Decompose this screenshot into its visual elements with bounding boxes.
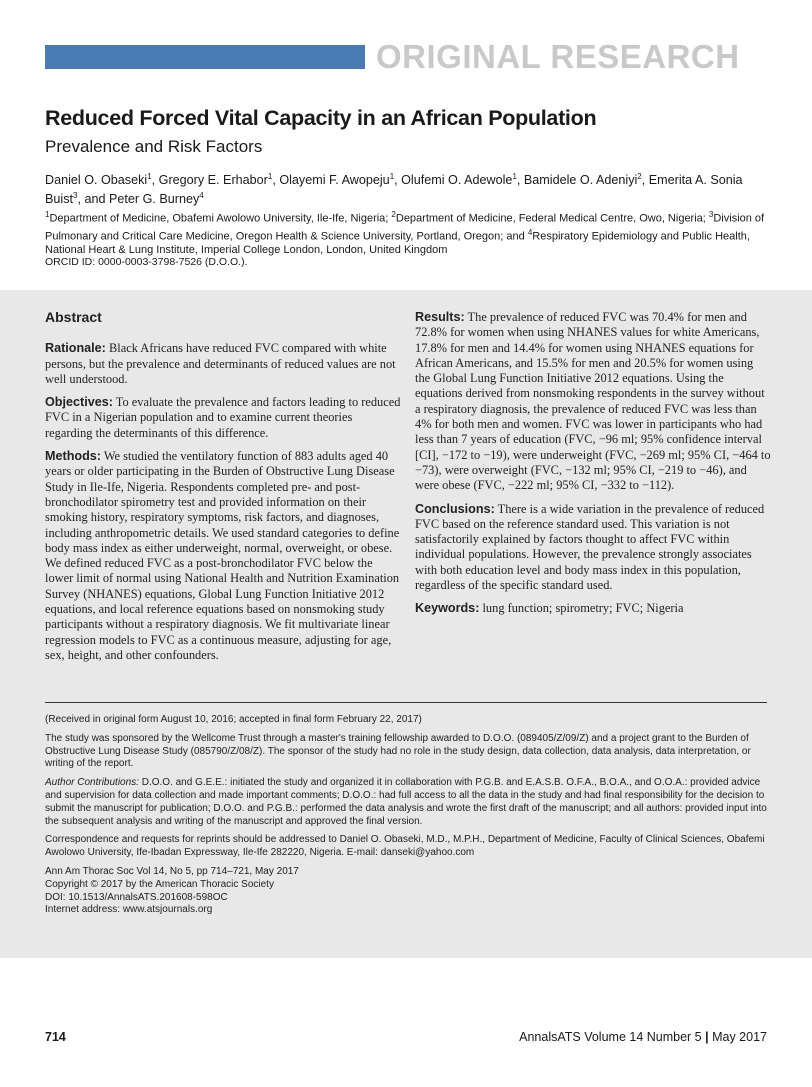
affiliations bbox=[45, 208, 775, 258]
abstract-objectives bbox=[45, 395, 401, 441]
abstract-left-column bbox=[45, 310, 401, 671]
header-color-bar bbox=[45, 45, 365, 69]
conclusions-text: There is a wide variation in the prevalence of reduced FVC based on the reference standard used. This variation is not satisfactorily explained by factors thought to affect FVC within individual populations. However, the prevalence strongly associates with both education level and body mass index in this population, regardless of the specific standard used. bbox=[415, 501, 765, 593]
page-number: 714 bbox=[45, 1030, 66, 1044]
author-name: Olayemi F. Awopeju bbox=[279, 173, 390, 188]
abstract-methods bbox=[45, 449, 401, 663]
affiliation-text: Respiratory Epidemiology and Public Health, National Heart & Lung Institute, Imperial College London, London, United Kingdom bbox=[45, 230, 750, 257]
funding-note: The study was sponsored by the Wellcome Trust through a master's training fellowship awarded to D.O.O. (089405/Z/09/Z) and a project grant to the Burden of Obstructive Lung Disease Study (085790/Z/08/Z). The sponsor of the study had no role in the study design, data collection, data analysis, data interpretation, or writing of the report. bbox=[45, 732, 751, 770]
author-name: Bamidele O. Adeniyi bbox=[523, 173, 638, 188]
author-name: Gregory E. Erhabor bbox=[158, 173, 268, 188]
footer-separator: | bbox=[701, 1030, 713, 1044]
author-affiliation-mark: 1 bbox=[389, 172, 395, 181]
contributions-note bbox=[45, 777, 770, 828]
abstract-keywords bbox=[415, 601, 771, 616]
abstract-rationale bbox=[45, 341, 401, 387]
contributions-text: D.O.O. and G.E.E.: initiated the study and organized it in collaboration with P.G.B. and E.A.S.B. O.F.A., B.O.A., and O.O.A.: provided advice and supervision for data collection and made important comments; D.O.O.: had full access to all the data in the study and had final responsibility for the decision to submit the manuscript for publication; D.O.O. and P.G.B.: performed the data analysis and wrote the first draft of the manuscript; and all authors: provided input into the subsequent analysis and writing of the manuscript and approved the final version. bbox=[45, 777, 767, 827]
divider bbox=[45, 702, 767, 703]
affiliation-text: Division of Pulmonary and Critical Care Medicine, Oregon Health & Science University, Portland, Oregon; and bbox=[45, 212, 765, 243]
orcid: ORCID ID: 0000-0003-3798-7526 (D.O.O.). bbox=[45, 256, 248, 268]
abstract-results bbox=[415, 310, 771, 494]
affiliation-text: Department of Medicine, Federal Medical Centre, Owo, Nigeria; bbox=[395, 212, 709, 225]
abstract-conclusions bbox=[415, 502, 771, 594]
methods-text: We studied the ventilatory function of 883 adults aged 40 years or older participating in the Burden of Obstructive Lung Disease Study in Ile-Ife, Nigeria. Respondents completed pre- and post-bronchodilator spirometry test and provided information on their smoking history, respiratory symptoms, risk factors, and diagnoses, including anthropometric details. We used standard categories to define body mass index as either underweight, normal, overweight, or obese. We defined reduced FVC as a post-bronchodilator FVC below the lower limit of normal using National Health and Nutrition Examination Survey (NHANES) equations, Global Lung Function Initiative 2012 equations, and local reference equations based on nonsmoking study participants without a respiratory diagnosis. We fit multivariate linear regression models to FVC as a continuous measure, adjusting for age, sex, height, and other confounders. bbox=[45, 449, 400, 662]
affiliation-mark: 2 bbox=[391, 210, 396, 219]
section-label: ORIGINAL RESEARCH bbox=[376, 38, 740, 75]
running-footer bbox=[519, 1030, 767, 1044]
author-name: Daniel O. Obaseki bbox=[45, 173, 148, 188]
author-name: Emerita A. Sonia Buist bbox=[45, 173, 743, 207]
footer-journal: AnnalsATS Volume 14 Number 5 bbox=[519, 1030, 702, 1044]
author-affiliation-mark: 4 bbox=[199, 191, 204, 201]
article-title: Reduced Forced Vital Capacity in an African Population bbox=[45, 106, 597, 130]
abstract-heading: Abstract bbox=[45, 309, 102, 325]
author-affiliation-mark: 3 bbox=[73, 191, 78, 201]
rationale-label: Rationale: bbox=[45, 341, 106, 356]
affiliation-mark: 3 bbox=[708, 210, 714, 219]
contributions-label: Author Contributions: bbox=[45, 777, 139, 789]
citation: Ann Am Thorac Soc Vol 14, No 5, pp 714–721, May 2017 bbox=[45, 865, 299, 877]
author-list: Daniel O. Obaseki$^1$, Gregory E. Erhabor$^1$, Olayemi F. Awopeju$^1$, Olufemi O. Adewole$^1$, Bamidele O. Adeniyi$^2$, Emerita A. Sonia Buist$^3$, and Peter G. Burney$^4$ bbox=[45, 172, 743, 207]
methods-label: Methods: bbox=[45, 449, 101, 464]
affiliation-mark: 4 bbox=[527, 228, 533, 238]
received-note: (Received in original form August 10, 2016; accepted in final form February 22, 2017) bbox=[45, 714, 422, 725]
affiliation-text: Department of Medicine, Obafemi Awolowo University, Ile-Ife, Nigeria; bbox=[49, 212, 392, 225]
abstract-right-column bbox=[415, 310, 771, 625]
rationale-text: Black Africans have reduced FVC compared with white persons, but the prevalence and determinants of reduced values are not well understood. bbox=[45, 341, 396, 386]
objectives-text: To evaluate the prevalence and factors leading to reduced FVC in a Nigerian population and to examine current theories regarding the determinants of this difference. bbox=[45, 395, 401, 440]
footer-date: May 2017 bbox=[712, 1030, 767, 1044]
affiliation-mark: 1 bbox=[45, 210, 50, 219]
article-notes bbox=[45, 714, 770, 917]
author-affiliation-mark: 1 bbox=[147, 172, 152, 181]
conclusions-label: Conclusions: bbox=[415, 501, 495, 516]
objectives-label: Objectives: bbox=[45, 395, 113, 410]
internet-address: Internet address: www.atsjournals.org bbox=[45, 904, 213, 916]
author-name: Peter G. Burney bbox=[108, 192, 200, 207]
doi: DOI: 10.1513/AnnalsATS.201608-598OC bbox=[45, 891, 228, 903]
results-label: Results: bbox=[415, 310, 465, 324]
results-text: The prevalence of reduced FVC was 70.4% for men and 72.8% for women when using NHANES values for white Americans, 17.8% for men and 14.4% for women using NHANES equations for African Americans, and 15.5% for men and 20.5% for women using the Global Lung Function Initiative 2012 equations. Using the equations derived from nonsmoking respondents in the survey without a respiratory diagnosis, the prevalence of reduced FVC was less than 4% for both men and women. FVC was lower in participants who had less than 7 years of education (FVC, −96 ml; 95% confidence interval [CI], −172 to −19), were underweight (FVC, −269 ml; 95% CI, −464 to −73), were overweight (FVC, −132 ml; 95% CI, −219 to −46), and were obese (FVC, −222 ml; 95% CI, −332 to −112). bbox=[415, 310, 771, 493]
copyright: Copyright © 2017 by the American Thoracic Society bbox=[45, 878, 274, 890]
article-subtitle: Prevalence and Risk Factors bbox=[45, 137, 263, 156]
correspondence-note: Correspondence and requests for reprints should be addressed to Daniel O. Obaseki, M.D., M.P.H., Department of Medicine, Faculty of Clinical Sciences, Obafemi Awolowo University, Ife-Ibadan Expressway, Ile-Ife 282220, Nigeria. E-mail: danseki@yahoo.com bbox=[45, 834, 765, 859]
author-affiliation-mark: 2 bbox=[637, 172, 642, 181]
author-name: Olufemi O. Adewole bbox=[401, 173, 513, 188]
keywords-label: Keywords: bbox=[415, 601, 480, 616]
author-affiliation-mark: 1 bbox=[512, 172, 517, 181]
keywords-text: lung function; spirometry; FVC; Nigeria bbox=[479, 601, 684, 616]
author-affiliation-mark: 1 bbox=[267, 172, 273, 181]
